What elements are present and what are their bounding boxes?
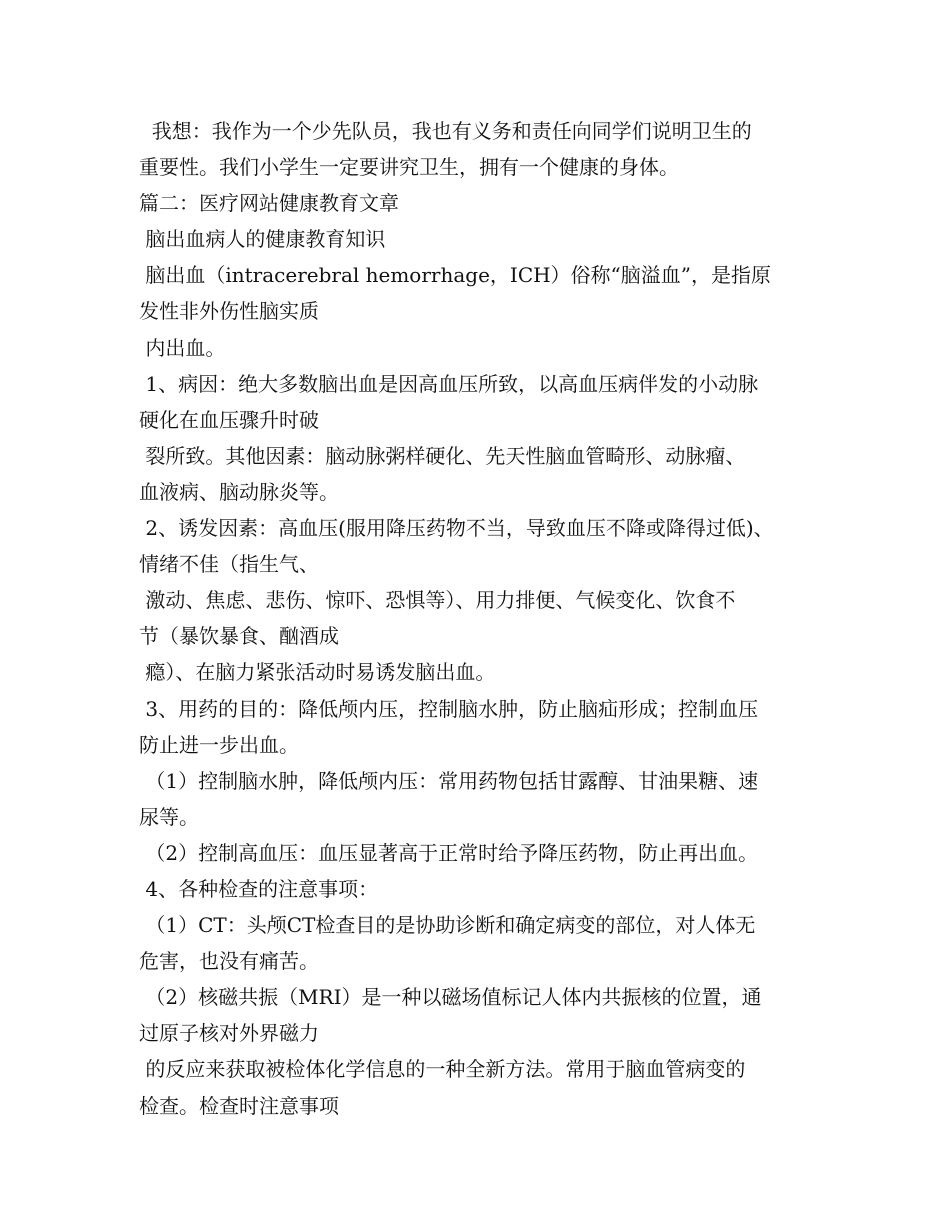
text-line: 硬化在血压骤升时破	[139, 407, 319, 432]
text-line: （2）控制高血压：血压显著高于正常时给予降压药物，防止再出血。	[139, 840, 759, 865]
document-body	[139, 113, 829, 1124]
text-line: 情绪不佳（指生气、	[139, 552, 319, 577]
text-line: 瘾）、在脑力紧张活动时易诱发脑出血。	[139, 660, 496, 685]
text-line: 2、诱发因素：高血压(服用降压药物不当，导致血压不降或降得过低)、	[139, 516, 774, 541]
text-line: 危害，也没有痛苦。	[139, 949, 319, 974]
text-line: 1、病因：绝大多数脑出血是因高血压所致，以高血压病伴发的小动脉	[139, 371, 759, 396]
text-line: 重要性。我们小学生一定要讲究卫生，拥有一个健康的身体。	[139, 155, 679, 180]
text-line: （1）控制脑水肿，降低颅内压：常用药物包括甘露醇、甘油果糖、速	[139, 768, 759, 793]
text-line: 我想：我作为一个少先队员，我也有义务和责任向同学们说明卫生的	[139, 119, 752, 143]
text-line: 节（暴饮暴食、酗酒成	[139, 624, 339, 649]
text-line: 检查。检查时注意事项	[139, 1093, 339, 1118]
text-line: 激动、焦虑、悲伤、惊吓、恐惧等）、用力排便、气候变化、饮食不	[139, 588, 736, 613]
text-line: 4、各种检查的注意事项：	[139, 876, 379, 901]
text-line: 发性非外伤性脑实质	[139, 299, 319, 324]
text-line: 的反应来获取被检体化学信息的一种全新方法。常用于脑血管病变的	[139, 1057, 746, 1082]
text-line: 内出血。	[139, 335, 226, 360]
section-heading: 篇二：医疗网站健康教育文章	[139, 191, 399, 216]
text-line: 血液病、脑动脉炎等。	[139, 479, 339, 504]
text-line: 裂所致。其他因素：脑动脉粥样硬化、先天性脑血管畸形、动脉瘤、	[139, 443, 746, 468]
text-line: 防止进一步出血。	[139, 732, 299, 757]
article-title: 脑出血病人的健康教育知识	[139, 227, 386, 252]
text-line: 3、用药的目的：降低颅内压，控制脑水肿，防止脑疝形成；控制血压	[139, 696, 759, 721]
text-line: 过原子核对外界磁力	[139, 1021, 319, 1046]
text-line: （1）CT：头颅CT检查目的是协助诊断和确定病变的部位，对人体无	[139, 913, 756, 938]
text-line: （2）核磁共振（MRI）是一种以磁场值标记人体内共振核的位置，通	[139, 985, 762, 1010]
text-line: 尿等。	[139, 804, 199, 829]
text-line: 脑出血（intracerebral hemorrhage，ICH）俗称“脑溢血”，是指原	[139, 263, 772, 288]
